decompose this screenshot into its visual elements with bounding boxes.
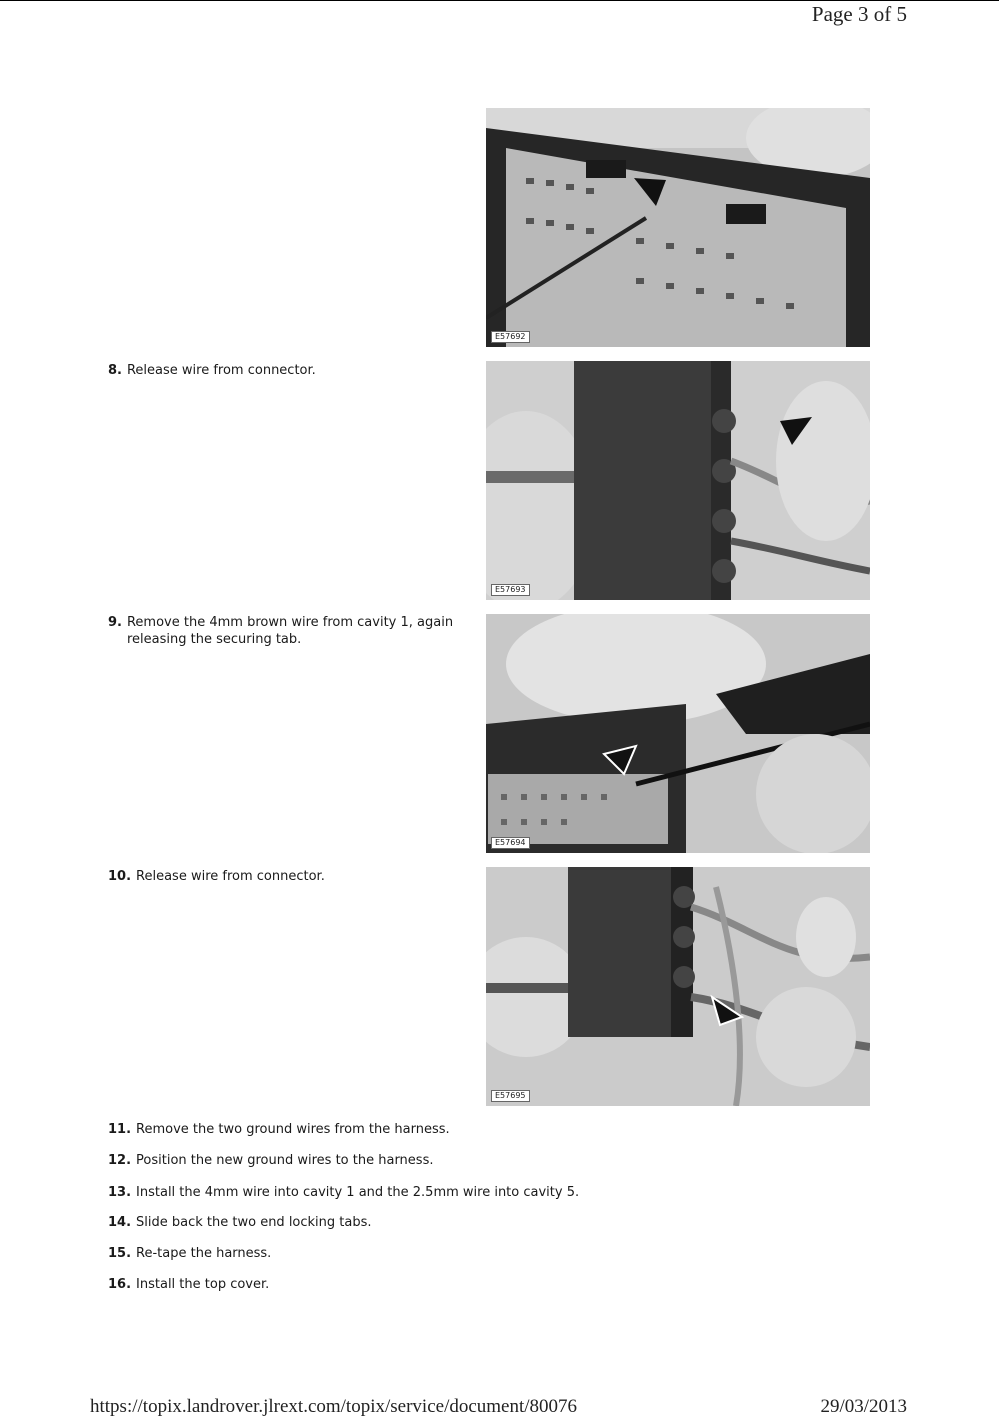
step-number: 13. (108, 1185, 132, 1200)
page-number: Page 3 of 5 (811, 2, 907, 26)
release-wire-2-photo (486, 867, 870, 1106)
remove-brown-wire-photo (486, 614, 870, 853)
figure-label: E57694 (491, 837, 530, 849)
figure-remove-brown-wire (486, 614, 870, 853)
figure-release-wire (486, 361, 870, 600)
step-number: 15. (108, 1246, 132, 1261)
step-number: 9. (108, 615, 122, 630)
step-13 (108, 1184, 728, 1201)
step-text: Slide back the two end locking tabs. (136, 1215, 372, 1230)
step-16 (108, 1276, 728, 1293)
footer-url: https://topix.landrover.jlrext.com/topix/service/document/80076 (90, 1396, 578, 1417)
connector-face-photo (486, 108, 870, 347)
figure-label: E57695 (491, 1090, 530, 1102)
step-10 (108, 868, 478, 885)
footer-date: 29/03/2013 (820, 1396, 907, 1417)
step-text: Release wire from connector. (126, 363, 316, 378)
step-number: 8. (108, 363, 122, 378)
step-text: Remove the two ground wires from the harness. (136, 1122, 450, 1137)
step-11 (108, 1121, 728, 1138)
figure-connector-face (486, 108, 870, 347)
step-9 (108, 614, 478, 648)
figure-label: E57692 (491, 331, 530, 343)
header-rule (0, 0, 999, 1)
step-text: Install the top cover. (136, 1277, 270, 1292)
step-8 (108, 362, 478, 379)
step-number: 10. (108, 869, 132, 884)
step-number: 16. (108, 1277, 132, 1292)
step-15 (108, 1245, 728, 1262)
step-text: Remove the 4mm brown wire from cavity 1, again releasing the securing tab. (126, 615, 454, 647)
step-text: Re-tape the harness. (136, 1246, 272, 1261)
step-text: Install the 4mm wire into cavity 1 and the 2.5mm wire into cavity 5. (136, 1185, 580, 1200)
step-text: Release wire from connector. (136, 869, 325, 884)
step-text: Position the new ground wires to the harness. (136, 1153, 434, 1168)
step-number: 11. (108, 1122, 132, 1137)
figure-release-wire-2 (486, 867, 870, 1106)
step-14 (108, 1214, 728, 1231)
step-12 (108, 1152, 728, 1169)
figure-label: E57693 (491, 584, 530, 596)
step-number: 12. (108, 1153, 132, 1168)
release-wire-photo (486, 361, 870, 600)
step-number: 14. (108, 1215, 132, 1230)
